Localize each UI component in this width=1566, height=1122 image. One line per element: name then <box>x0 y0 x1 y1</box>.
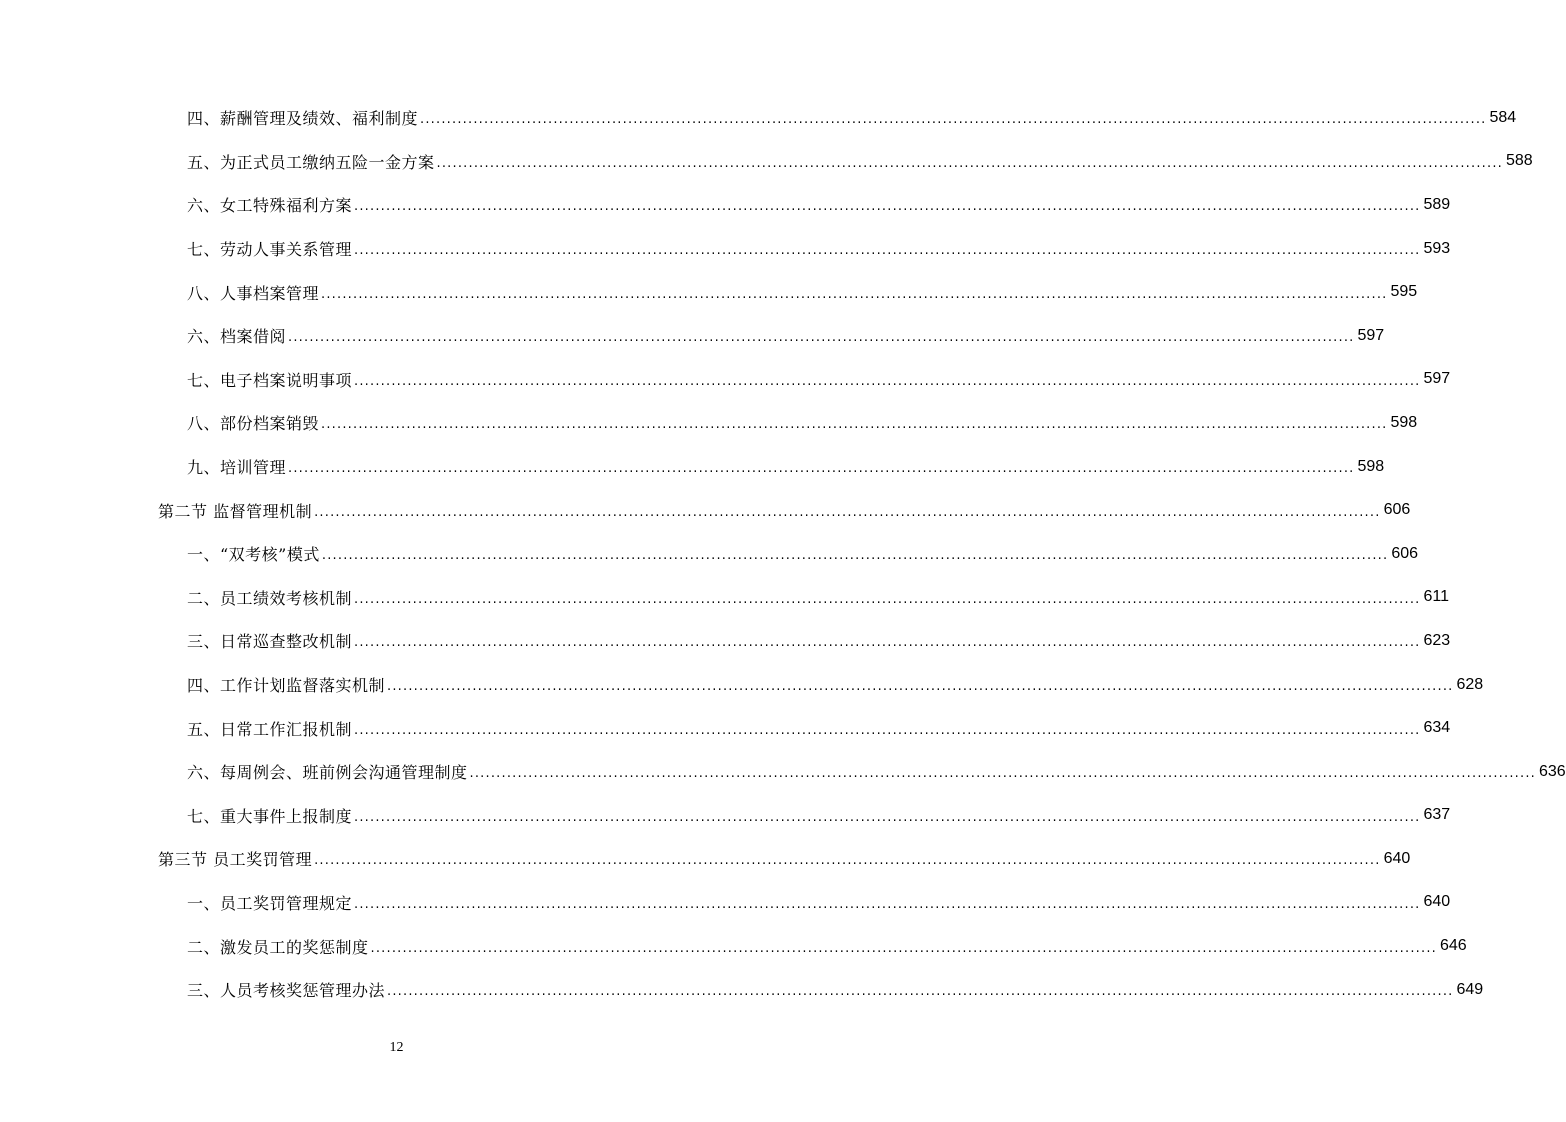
toc-entry-page: 597 <box>1423 370 1451 388</box>
toc-entry-page: 595 <box>1390 283 1418 301</box>
toc-entry[interactable] <box>0 401 1418 445</box>
toc-entry-page: 589 <box>1423 195 1451 213</box>
toc-leader-dots: ........................................................................................................................................................................................................ <box>469 766 1536 782</box>
toc-entry-title: 四、薪酬管理及绩效、福利制度 <box>187 109 419 129</box>
toc-entry-title: 六、女工特殊福利方案 <box>187 196 353 216</box>
toc-leader-dots: ........................................................................................................................................................................................................ <box>314 504 1381 520</box>
toc-entry-page: 597 <box>1357 326 1385 344</box>
toc-leader-dots: ........................................................................................................................................................................................................ <box>354 591 1421 607</box>
toc-leader-dots: ........................................................................................................................................................................................................ <box>288 330 1355 346</box>
toc-leader-dots: ........................................................................................................................................................................................................ <box>387 984 1454 1000</box>
toc-section-entry[interactable] <box>0 837 1411 881</box>
toc-entry[interactable] <box>0 576 1449 620</box>
toc-entry-page: 598 <box>1390 413 1418 431</box>
toc-leader-dots: ........................................................................................................................................................................................................ <box>321 417 1388 433</box>
toc-entry-title: 五、日常工作汇报机制 <box>187 719 353 739</box>
table-of-contents <box>0 96 1566 1011</box>
toc-entry-title: 五、为正式员工缴纳五险一金方案 <box>187 152 435 172</box>
toc-entry-title: 三、人员考核奖惩管理办法 <box>187 981 386 1001</box>
toc-entry-title: 八、部份档案销毁 <box>187 414 320 434</box>
toc-entry-title: 二、员工绩效考核机制 <box>187 588 353 608</box>
toc-leader-dots: ........................................................................................................................................................................................................ <box>354 809 1421 825</box>
toc-entry-page: 637 <box>1423 806 1451 824</box>
toc-entry-title: 四、工作计划监督落实机制 <box>187 676 386 696</box>
toc-entry-page: 640 <box>1423 893 1451 911</box>
toc-entry-title: 七、劳动人事关系管理 <box>187 240 353 260</box>
toc-entry[interactable] <box>0 358 1451 402</box>
toc-entry[interactable] <box>0 881 1451 925</box>
toc-entry-title: 二、激发员工的奖惩制度 <box>187 937 369 957</box>
toc-entry-page: 640 <box>1383 849 1411 867</box>
toc-entry-page: 584 <box>1489 108 1517 126</box>
toc-entry-page: 598 <box>1357 457 1385 475</box>
toc-entry[interactable] <box>0 140 1533 184</box>
page-number: 12 <box>389 1040 404 1055</box>
toc-entry-page: 588 <box>1505 152 1533 170</box>
toc-leader-dots: ........................................................................................................................................................................................................ <box>387 679 1454 695</box>
toc-leader-dots: ........................................................................................................................................................................................................ <box>321 548 1389 564</box>
toc-entry-page: 606 <box>1391 544 1419 562</box>
toc-leader-dots: ........................................................................................................................................................................................................ <box>370 940 1437 956</box>
toc-leader-dots: ........................................................................................................................................................................................................ <box>354 199 1421 215</box>
toc-entry[interactable] <box>0 706 1451 750</box>
toc-entry[interactable] <box>0 619 1451 663</box>
toc-entry-page: 649 <box>1456 980 1484 998</box>
toc-entry-title: 六、每周例会、班前例会沟通管理制度 <box>187 763 468 783</box>
toc-section-entry[interactable] <box>0 488 1411 532</box>
toc-entry[interactable] <box>0 924 1467 968</box>
toc-entry-title: 一、员工奖罚管理规定 <box>187 893 353 913</box>
toc-leader-dots: ........................................................................................................................................................................................................ <box>420 112 1487 128</box>
toc-entry[interactable] <box>0 968 1484 1012</box>
toc-entry[interactable] <box>0 96 1517 140</box>
toc-entry-page: 636 <box>1538 762 1566 780</box>
toc-entry-title: 第三节 员工奖罚管理 <box>158 850 313 870</box>
toc-entry[interactable] <box>0 314 1385 358</box>
toc-leader-dots: ........................................................................................................................................................................................................ <box>436 155 1503 171</box>
toc-entry-page: 606 <box>1383 501 1411 519</box>
toc-leader-dots: ........................................................................................................................................................................................................ <box>354 635 1421 651</box>
toc-leader-dots: ........................................................................................................................................................................................................ <box>321 286 1388 302</box>
toc-entry[interactable] <box>0 183 1451 227</box>
toc-leader-dots: ........................................................................................................................................................................................................ <box>314 853 1381 869</box>
toc-entry-page: 611 <box>1423 588 1449 606</box>
toc-entry[interactable] <box>0 663 1484 707</box>
toc-entry-title: 七、重大事件上报制度 <box>187 806 353 826</box>
toc-entry-title: 七、电子档案说明事项 <box>187 370 353 390</box>
toc-entry-title: 一、“双考核”模式 <box>187 545 320 565</box>
toc-entry-title: 三、日常巡查整改机制 <box>187 632 353 652</box>
toc-entry-title: 九、培训管理 <box>187 458 287 478</box>
toc-entry-title: 八、人事档案管理 <box>187 283 320 303</box>
toc-entry[interactable] <box>0 794 1451 838</box>
toc-entry-page: 593 <box>1423 239 1451 257</box>
toc-entry[interactable] <box>0 445 1385 489</box>
toc-entry[interactable] <box>0 532 1419 576</box>
toc-leader-dots: ........................................................................................................................................................................................................ <box>354 373 1421 389</box>
toc-entry-title: 六、档案借阅 <box>187 327 287 347</box>
toc-entry[interactable] <box>0 750 1566 794</box>
toc-leader-dots: ........................................................................................................................................................................................................ <box>288 461 1355 477</box>
toc-entry-page: 623 <box>1423 631 1451 649</box>
toc-leader-dots: ........................................................................................................................................................................................................ <box>354 722 1421 738</box>
toc-leader-dots: ........................................................................................................................................................................................................ <box>354 243 1421 259</box>
toc-entry-page: 646 <box>1439 937 1467 955</box>
toc-entry-title: 第二节 监督管理机制 <box>158 501 313 521</box>
toc-entry[interactable] <box>0 270 1418 314</box>
toc-entry[interactable] <box>0 227 1451 271</box>
toc-entry-page: 628 <box>1456 675 1484 693</box>
toc-entry-page: 634 <box>1423 719 1451 737</box>
toc-leader-dots: ........................................................................................................................................................................................................ <box>354 896 1421 912</box>
